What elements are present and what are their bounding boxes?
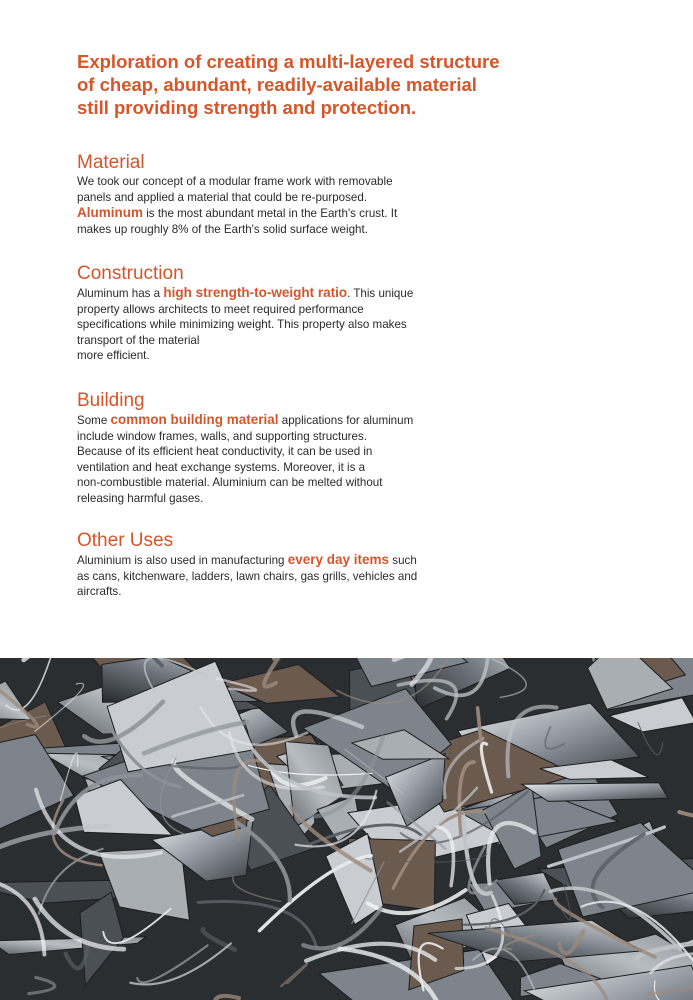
section-title-construction: Construction — [77, 263, 184, 284]
highlight-aluminum: Aluminum — [77, 205, 143, 221]
intro-heading — [77, 50, 537, 119]
section-title-material: Material — [77, 152, 145, 173]
highlight-strength-ratio: high strength-to-weight ratio — [163, 285, 348, 300]
body-line: . This unique — [347, 287, 414, 300]
section-body-material — [77, 174, 477, 237]
body-line: releasing harmful gases. — [77, 491, 204, 505]
body-line: transport of the material — [77, 333, 200, 347]
body-line: non-combustible material. Aluminium can be melted without — [77, 476, 383, 490]
highlight-building-material: common building material — [110, 412, 279, 427]
section-material — [77, 152, 477, 237]
body-line: more efficient. — [77, 349, 150, 363]
body-line: ventilation and heat exchange systems. Moreover, it is a — [77, 460, 366, 474]
intro-line-1: Exploration of creating a multi-layered structure — [77, 51, 500, 72]
scrap-aluminum-photo — [0, 658, 693, 1000]
intro-line-2: of cheap, abundant, readily-available material — [77, 74, 477, 95]
body-line: Because of its efficient heat conductivity, it can be used in — [77, 445, 373, 459]
body-line: aircrafts. — [77, 585, 122, 599]
body-line: include window frames, walls, and supporting structures. — [77, 429, 367, 443]
section-construction — [77, 263, 477, 364]
body-line: is the most abundant metal in the Earth's crust. It — [143, 207, 398, 221]
section-body-other-uses — [77, 552, 477, 600]
section-other-uses — [77, 530, 477, 600]
scrap-sheet — [522, 783, 668, 802]
highlight-every-day-items: every day items — [287, 552, 390, 567]
section-title-building: Building — [77, 390, 145, 411]
body-line: panels and applied a material that could be re-purposed. — [77, 190, 368, 204]
section-building — [77, 390, 472, 507]
body-line: Aluminum has a — [77, 287, 164, 300]
section-body-construction — [77, 285, 477, 364]
body-line: such — [389, 554, 417, 567]
scrap-metal-illustration — [0, 658, 693, 1000]
body-line: Aluminium is also used in manufacturing — [77, 554, 288, 567]
body-line: applications for aluminum — [278, 414, 414, 427]
body-line: property allows architects to meet required performance — [77, 302, 364, 316]
body-line: as cans, kitchenware, ladders, lawn chairs, gas grills, vehicles and — [77, 569, 418, 583]
body-line: Some — [77, 414, 111, 427]
intro-line-3: still providing strength and protection. — [77, 97, 417, 118]
body-line: We took our concept of a modular frame work with removable — [77, 175, 393, 188]
section-body-building — [77, 412, 472, 507]
body-line: makes up roughly 8% of the Earth's solid surface weight. — [77, 222, 368, 236]
body-line: specifications while minimizing weight. This property also makes — [77, 318, 407, 332]
section-title-other-uses: Other Uses — [77, 530, 174, 551]
